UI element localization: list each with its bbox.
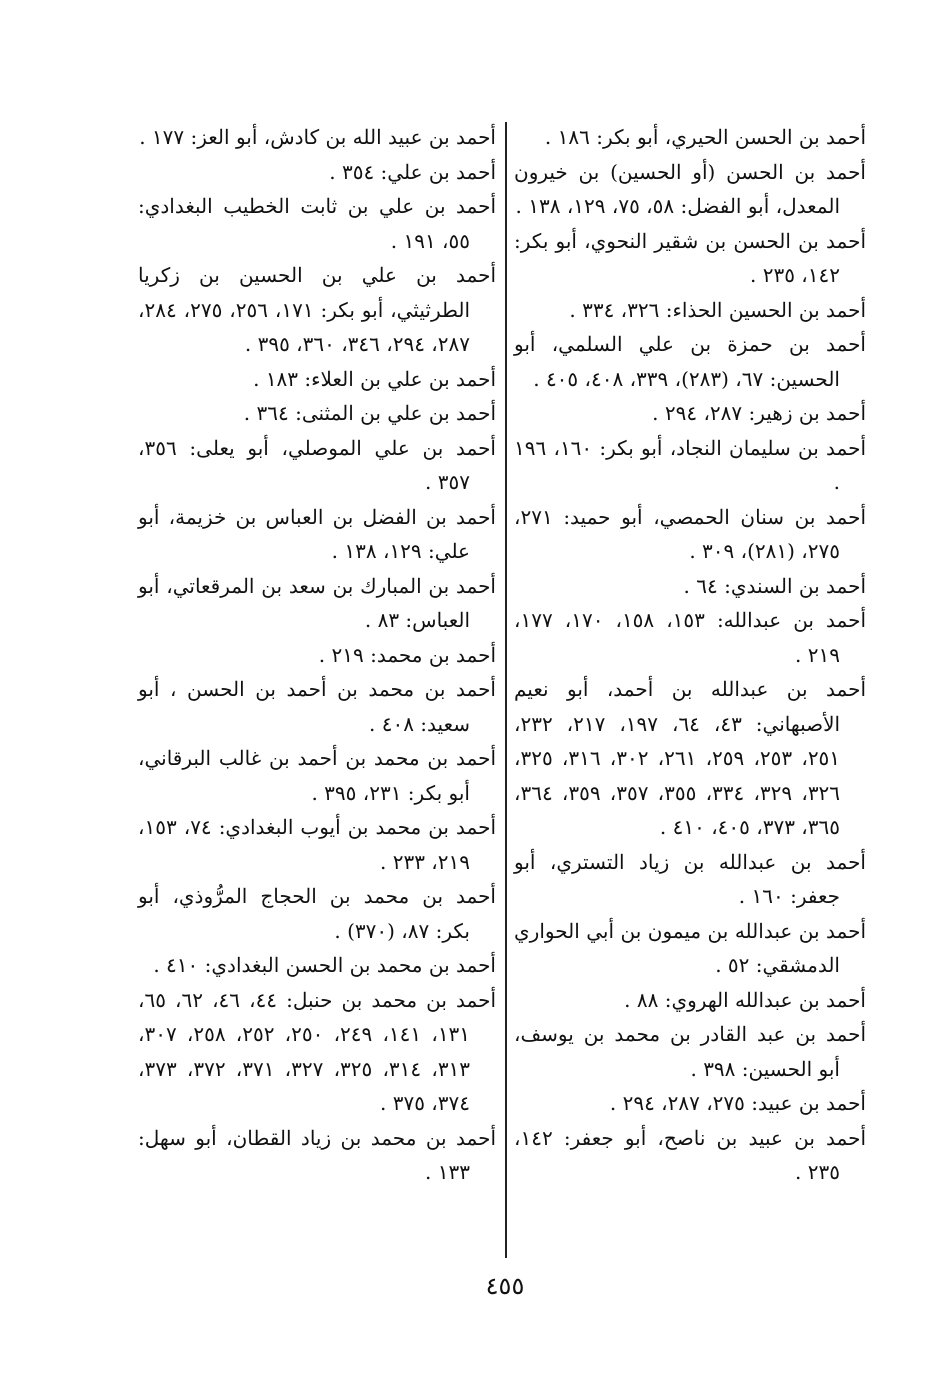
index-entry: أحمد بن محمد بن حنبل: ٤٤، ٤٦، ٦٢، ٦٥، ١٣١، ١٤١، ٢٤٩، ٢٥٠، ٢٥٢، ٢٥٨، ٣٠٧، ٣١٣، ٣١٤، ٣٢٥، ٣٢٧، ٣٧١، ٣٧٢، ٣٧٣، ٣٧٤، ٣٧٥ . [138, 987, 497, 1115]
index-entry: أحمد بن عبدالله الهروي: ٨٨ . [624, 987, 866, 1012]
index-entry: أحمد بن علي: ٣٥٤ . [329, 159, 496, 184]
index-entry: أحمد بن عبيد بن ناصح، أبو جعفر: ١٤٢، ٢٣٥ . [514, 1125, 866, 1184]
column-divider [505, 122, 507, 1258]
index-entry: أحمد بن الحسن الحيري، أبو بكر: ١٨٦ . [544, 125, 866, 149]
index-entry: أحمد بن علي بن ثابت الخطيب البغدادي: ٥٥، ١٩١ . [138, 194, 496, 253]
index-entry: أحمد بن السندي: ٦٤ . [683, 573, 866, 598]
index-entry: أحمد بن عبيد الله بن كادش، أبو العز: ١٧٧ . [139, 125, 496, 149]
index-entry: أحمد بن محمد بن زياد القطان، أبو سهل: ١٣٣ . [138, 1125, 496, 1184]
index-entry: أحمد بن محمد بن الحجاج المرُّوذي، أبو بكر: ٨٧، (٣٧٠) . [138, 884, 496, 943]
index-entry: أحمد بن سنان الحمصي، أبو حميد: ٢٧١، ٢٧٥، (٢٨١)، ٣٠٩ . [514, 504, 866, 563]
index-entry: أحمد بن عبدالله بن زياد التستري، أبو جعفر: ١٦٠ . [514, 849, 866, 908]
left-index-column [138, 120, 496, 1190]
index-entry: أحمد بن الحسين الحذاء: ٣٢٦، ٣٣٤ . [569, 297, 866, 322]
right-index-column [514, 120, 866, 1190]
index-entry: أحمد بن عبدالله بن ميمون بن أبي الحواري الدمشقي: ٥٢ . [514, 918, 866, 977]
index-entry: أحمد بن سليمان النجاد، أبو بكر: ١٦٠، ١٩٦ . [514, 435, 866, 494]
index-entry: أحمد بن عبدالله بن أحمد، أبو نعيم الأصبهاني: ٤٣، ٦٤، ١٩٧، ٢١٧، ٢٣٢، ٢٥١، ٢٥٣، ٢٥٩، ٢٦١، ٣٠٢، ٣١٦، ٣٢٥، ٣٢٦، ٣٢٩، ٣٣٤، ٣٥٥، ٣٥٧، ٣٥٩، ٣٦٤، ٣٦٥، ٣٧٣، ٤٠٥، ٤١٠ . [514, 677, 866, 839]
index-entry: أحمد بن محمد بن الحسن البغدادي: ٤١٠ . [153, 953, 496, 977]
index-entry: أحمد بن علي بن الحسين بن زكريا الطرثيثي، أبو بكر: ١٧١، ٢٥٦، ٢٧٥، ٢٨٤، ٢٨٧، ٢٩٤، ٣٤٦، ٣٦٠، ٣٩٥ . [138, 263, 496, 356]
index-entry: أحمد بن عبيد: ٢٧٥، ٢٨٧، ٢٩٤ . [609, 1091, 866, 1115]
index-entry: أحمد بن الحسن بن شقير النحوي، أبو بكر: ١٤٢، ٢٣٥ . [514, 228, 866, 287]
index-entry: أحمد بن محمد بن أحمد بن غالب البرقاني، أبو بكر: ٢٣١، ٣٩٥ . [138, 746, 496, 805]
index-entry: أحمد بن الفضل بن العباس بن خزيمة، أبو علي: ١٢٩، ١٣٨ . [138, 504, 496, 563]
index-entry: أحمد بن علي بن العلاء: ١٨٣ . [253, 366, 496, 391]
index-entry: أحمد بن الحسن (أو الحسين) بن خيرون المعدل، أبو الفضل: ٥٨، ٧٥، ١٢٩، ١٣٨ . [514, 159, 866, 218]
index-entry: أحمد بن علي الموصلي، أبو يعلى: ٣٥٦، ٣٥٧ . [138, 435, 496, 494]
page-number: ٤٥٥ [485, 1272, 525, 1300]
index-entry: أحمد بن علي بن المثنى: ٣٦٤ . [243, 401, 496, 425]
index-entry: أحمد بن حمزة بن علي السلمي، أبو الحسين: ٦٧، (٢٨٣)، ٣٣٩، ٤٠٨، ٤٠٥ . [514, 332, 866, 391]
index-entry: أحمد بن محمد: ٢١٩ . [318, 642, 496, 667]
index-entry: أحمد بن زهير: ٢٨٧، ٢٩٤ . [652, 401, 866, 425]
index-entry: أحمد بن محمد بن أحمد بن الحسن ، أبو سعيد: ٤٠٨ . [138, 677, 496, 736]
index-entry: أحمد بن محمد بن أيوب البغدادي: ٧٤، ١٥٣، ٢١٩، ٢٣٣ . [138, 815, 496, 874]
index-entry: أحمد بن عبد القادر بن محمد بن يوسف، أبو الحسين: ٣٩٨ . [514, 1022, 866, 1081]
index-entry: أحمد بن المبارك بن سعد بن المرقعاتي، أبو العباس: ٨٣ . [138, 573, 496, 632]
index-entry: أحمد بن عبدالله: ١٥٣، ١٥٨، ١٧٠، ١٧٧، ٢١٩ . [514, 608, 867, 667]
